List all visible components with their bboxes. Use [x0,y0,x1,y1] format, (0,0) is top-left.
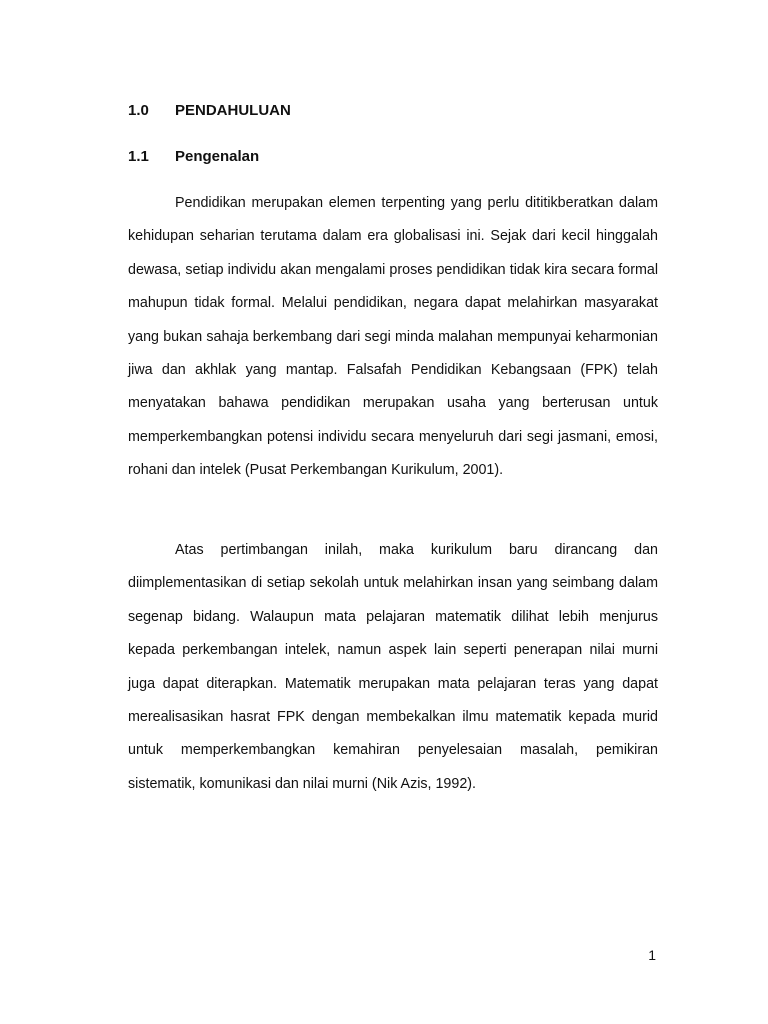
paragraph-2: Atas pertimbangan inilah, maka kurikulum baru dirancang dan diimplementasikan di setiap sekolah untuk melahirkan insan yang seimbang dalam segenap bidang. Walaupun mata pelajaran matematik dilihat lebih menjurus kepada perkembangan intelek, namun aspek lain seperti penerapan nilai murni juga dapat diterapkan. Matematik merupakan mata pelajaran teras yang dapat merealisasikan hasrat FPK dengan membekalkan ilmu matematik kepada murid untuk memperkembangkan kemahiran penyelesaian masalah, pemikiran sistematik, komunikasi dan nilai murni (Nik Azis, 1992). [128,542,658,792]
subsection-title: Pengenalan [175,148,260,165]
paragraph-1: Pendidikan merupakan elemen terpenting yang perlu dititikberatkan dalam kehidupan seharian terutama dalam era globalisasi ini. Sejak dari kecil hinggalah dewasa, setiap individu akan mengalami proses pendidikan tidak kira secara formal mahupun tidak formal. Melalui pendidikan, negara dapat melahirkan masyarakat yang bukan sahaja berkembang dari segi minda malahan mempunyai keharmonian jiwa dan akhlak yang mantap. Falsafah Pendidikan Kebangsaan (FPK) telah menyatakan bahawa pendidikan merupakan usaha yang berterusan untuk memperkembangkan potensi individu secara menyeluruh dari segi jasmani, emosi, rohani dan intelek (Pusat Perkembangan Kurikulum, 2001). [128,195,658,479]
page-number: 1 [648,947,656,963]
section-title: PENDAHULUAN [175,102,291,119]
section-number: 1.0 [128,102,149,119]
subsection-number: 1.1 [128,148,149,165]
subsection-heading [128,148,259,166]
section-heading [128,102,291,120]
